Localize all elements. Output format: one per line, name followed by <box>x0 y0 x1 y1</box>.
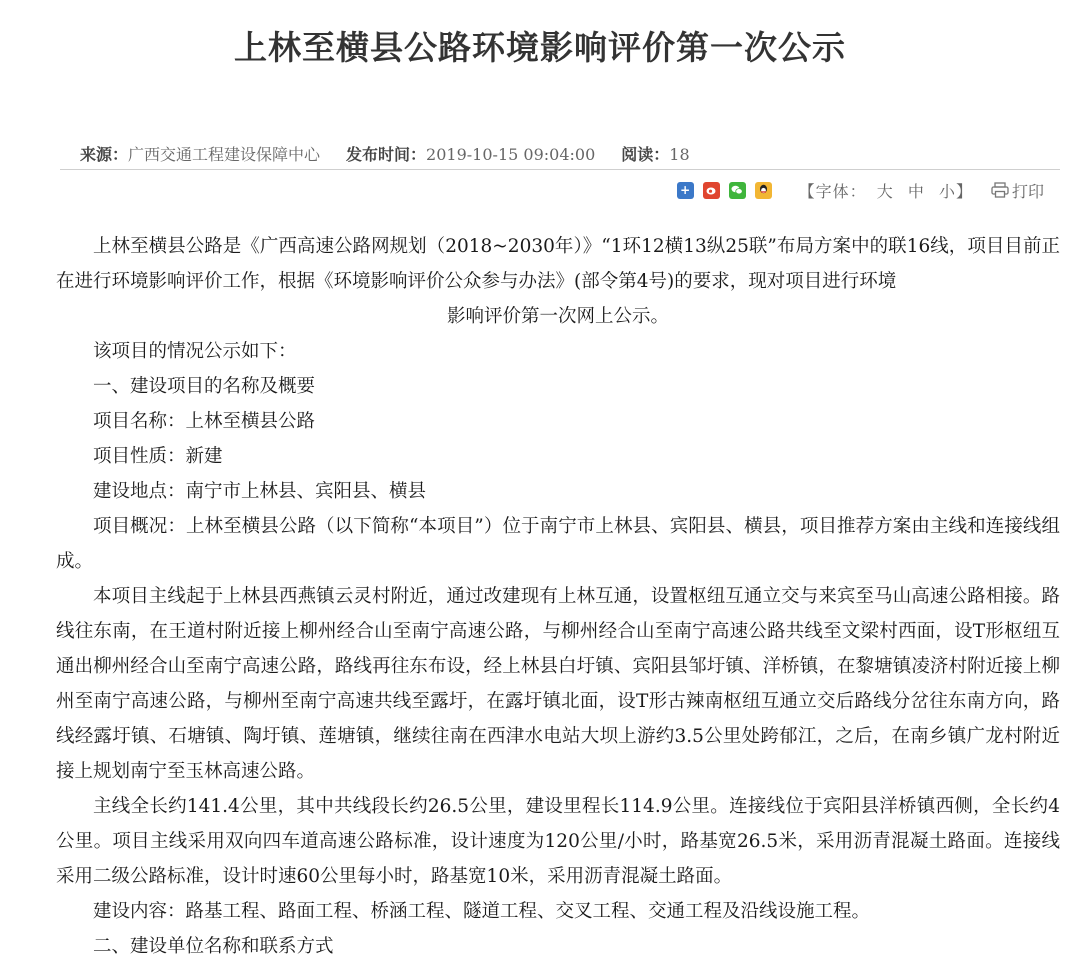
qq-share-icon[interactable] <box>755 182 772 199</box>
construction-content: 建设内容：路基工程、路面工程、桥涵工程、隧道工程、交叉工程、交通工程及沿线设施工程。 <box>93 901 871 922</box>
page-title: 上林至横县公路环境影响评价第一次公示 <box>234 28 846 67</box>
paragraph-lead: 该项目的情况公示如下： <box>93 341 297 362</box>
project-name: 项目名称：上林至横县公路 <box>93 411 316 432</box>
share-more-icon[interactable]: + <box>677 182 694 199</box>
paragraph-mainline-length: 主线全长约141.4公里，其中共线段长约26.5公里，建设里程长114.9公里。连接线位于宾阳县洋桥镇西侧，全长约4公里。项目主线采用双向四车道高速公路标准，设计速度为120公里/小时，路基宽26.5米，采用沥青混凝土路面。连接线采用二级公路标准，设计时速60公里每小时，路基宽10米，采用沥青混凝土路面。 <box>56 796 1060 887</box>
project-nature: 项目性质：新建 <box>93 446 223 467</box>
section-heading-2: 二、建设单位名称和联系方式 <box>93 936 334 957</box>
wechat-share-icon[interactable] <box>729 182 746 199</box>
weibo-share-icon[interactable] <box>703 182 720 199</box>
project-overview: 项目概况：上林至横县公路（以下简称“本项目”）位于南宁市上林县、宾阳县、横县，项目推荐方案由主线和连接线组成。 <box>56 516 1060 572</box>
read-count-value: 18 <box>669 145 690 164</box>
publish-time-value: 2019-10-15 09:04:00 <box>426 145 596 164</box>
print-button[interactable] <box>991 179 1044 202</box>
publish-time-label: 发布时间： <box>346 145 427 164</box>
printer-icon <box>991 182 1009 198</box>
print-label: 打印 <box>1011 181 1044 201</box>
font-size-small-button[interactable]: 小】 <box>938 181 973 201</box>
article-meta <box>80 143 690 167</box>
project-location: 建设地点：南宁市上林县、宾阳县、横县 <box>93 481 427 502</box>
source-value: 广西交通工程建设保障中心 <box>128 145 321 164</box>
font-size-control <box>799 179 977 202</box>
paragraph-intro-end: 影响评价第一次网上公示。 <box>446 306 669 327</box>
article-body <box>56 229 1060 959</box>
source-label: 来源： <box>80 145 129 164</box>
paragraph-mainline-route: 本项目主线起于上林县西燕镇云灵村附近，通过改建现有上林互通，设置枢纽互通立交与来宾至马山高速公路相接。路线往东南，在王道村附近接上柳州经合山至南宁高速公路，与柳州经合山至南宁高速公路共线至文梁村西面，设T形枢纽互通出柳州经合山至南宁高速公路，路线再往东布设，经上林县白圩镇、宾阳县邹圩镇、洋桥镇，在黎塘镇凌济村附近接上柳州至南宁高速公路，与柳州至南宁高速共线至露圩，在露圩镇北面，设T形古辣南枢纽互通立交后路线分岔往东南方向，路线经露圩镇、石塘镇、陶圩镇、莲塘镇，继续往南在西津水电站大坝上游约3.5公里处跨郁江，之后，在南乡镇广龙村附近接上规划南宁至玉林高速公路。 <box>56 586 1060 782</box>
read-count-label: 阅读： <box>621 145 670 164</box>
font-size-label: 【字体： <box>798 181 867 201</box>
font-size-medium-button[interactable]: 中 <box>907 181 925 201</box>
section-heading-1: 一、建设项目的名称及概要 <box>93 376 316 397</box>
font-size-large-button[interactable]: 大 <box>876 181 894 201</box>
paragraph-intro: 上林至横县公路是《广西高速公路网规划（2018~2030年）》“1环12横13纵25联”布局方案中的联16线，项目目前正在进行环境影响评价工作，根据《环境影响评价公众参与办法》(部令第4号)的要求，现对项目进行环境 <box>56 236 1060 292</box>
meta-divider <box>60 169 1060 170</box>
article-toolbar <box>677 177 1044 203</box>
